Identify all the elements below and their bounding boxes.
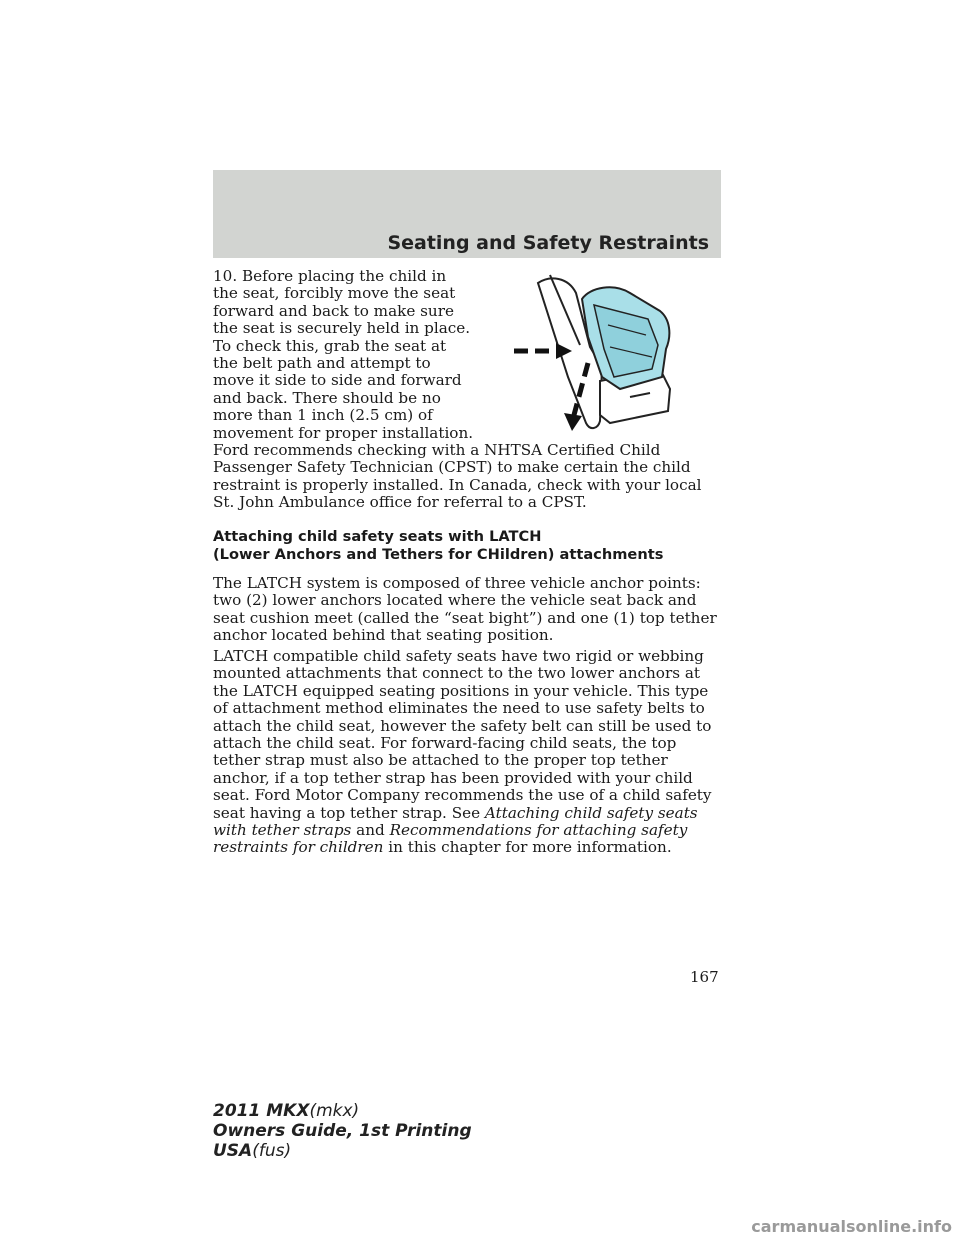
chapter-header-band — [213, 170, 721, 258]
footer-line-1 — [213, 1101, 472, 1121]
footer-region-code: (fus) — [252, 1141, 292, 1161]
cpst-paragraph: Ford recommends checking with a NHTSA Certified Child Passenger Safety Technician (CPST) to make certain the child restraint is properly installed. In Canada, check with your local St. John Ambulance office for referral to a CPST. — [213, 441, 702, 512]
footer-model-code: (mkx) — [309, 1101, 360, 1121]
print-footer — [213, 1101, 472, 1161]
latch-heading-line-1: Attaching child safety seats with LATCH — [213, 528, 542, 545]
footer-edition: Owners Guide, 1st Printing — [213, 1121, 472, 1141]
footer-line-2 — [213, 1121, 472, 1141]
watermark: carmanualsonline.info — [751, 1217, 952, 1236]
child-seat-illustration — [510, 265, 720, 440]
latch-compatible-text-end: in this chapter for more information. — [383, 838, 672, 857]
tether-straps-reference: Attaching child safety seats with tether straps — [213, 803, 698, 840]
latch-section-heading — [213, 528, 719, 563]
and-text: and — [351, 821, 390, 840]
chapter-title: Seating and Safety Restraints — [387, 232, 709, 254]
page-number: 167 — [690, 968, 719, 986]
recommendations-reference: Recommendations for attaching safety restraints for children — [213, 821, 688, 857]
footer-region: USA — [213, 1141, 253, 1161]
footer-model: 2011 MKX — [213, 1101, 310, 1121]
footer-line-3 — [213, 1141, 472, 1161]
latch-system-paragraph: The LATCH system is composed of three vehicle anchor points: two (2) lower anchors located where the vehicle seat back and seat cushion meet (called the “seat bight”) and one (1) top tether anchor located behind that seating position. — [213, 574, 717, 645]
latch-compatible-paragraph — [213, 648, 719, 857]
intro-paragraph: 10. Before placing the child in the seat, forcibly move the seat forward and back to make sure the seat is securely held in place. To check this, grab the seat at the belt path and attempt to move it side to side and forward and back. There should be no more than 1 inch (2.5 cm) of movement for proper installation. — [213, 267, 474, 442]
latch-heading-line-2: (Lower Anchors and Tethers for CHildren) attachments — [213, 545, 664, 563]
latch-compatible-text: LATCH compatible child safety seats have two rigid or webbing mounted attachments that connect to the two lower anchors at the LATCH equipped seating positions in your vehicle. This type of attachment method eliminates the need to use safety belts to attach the child seat, however the safety belt can still be used to attach the child seat. For forward-facing child seats, the top tether strap must also be attached to the proper top tether anchor, if a top tether strap has been provided with your child seat. Ford Motor Company recommends the use of a child safety seat having a top tether strap. See — [213, 647, 712, 822]
